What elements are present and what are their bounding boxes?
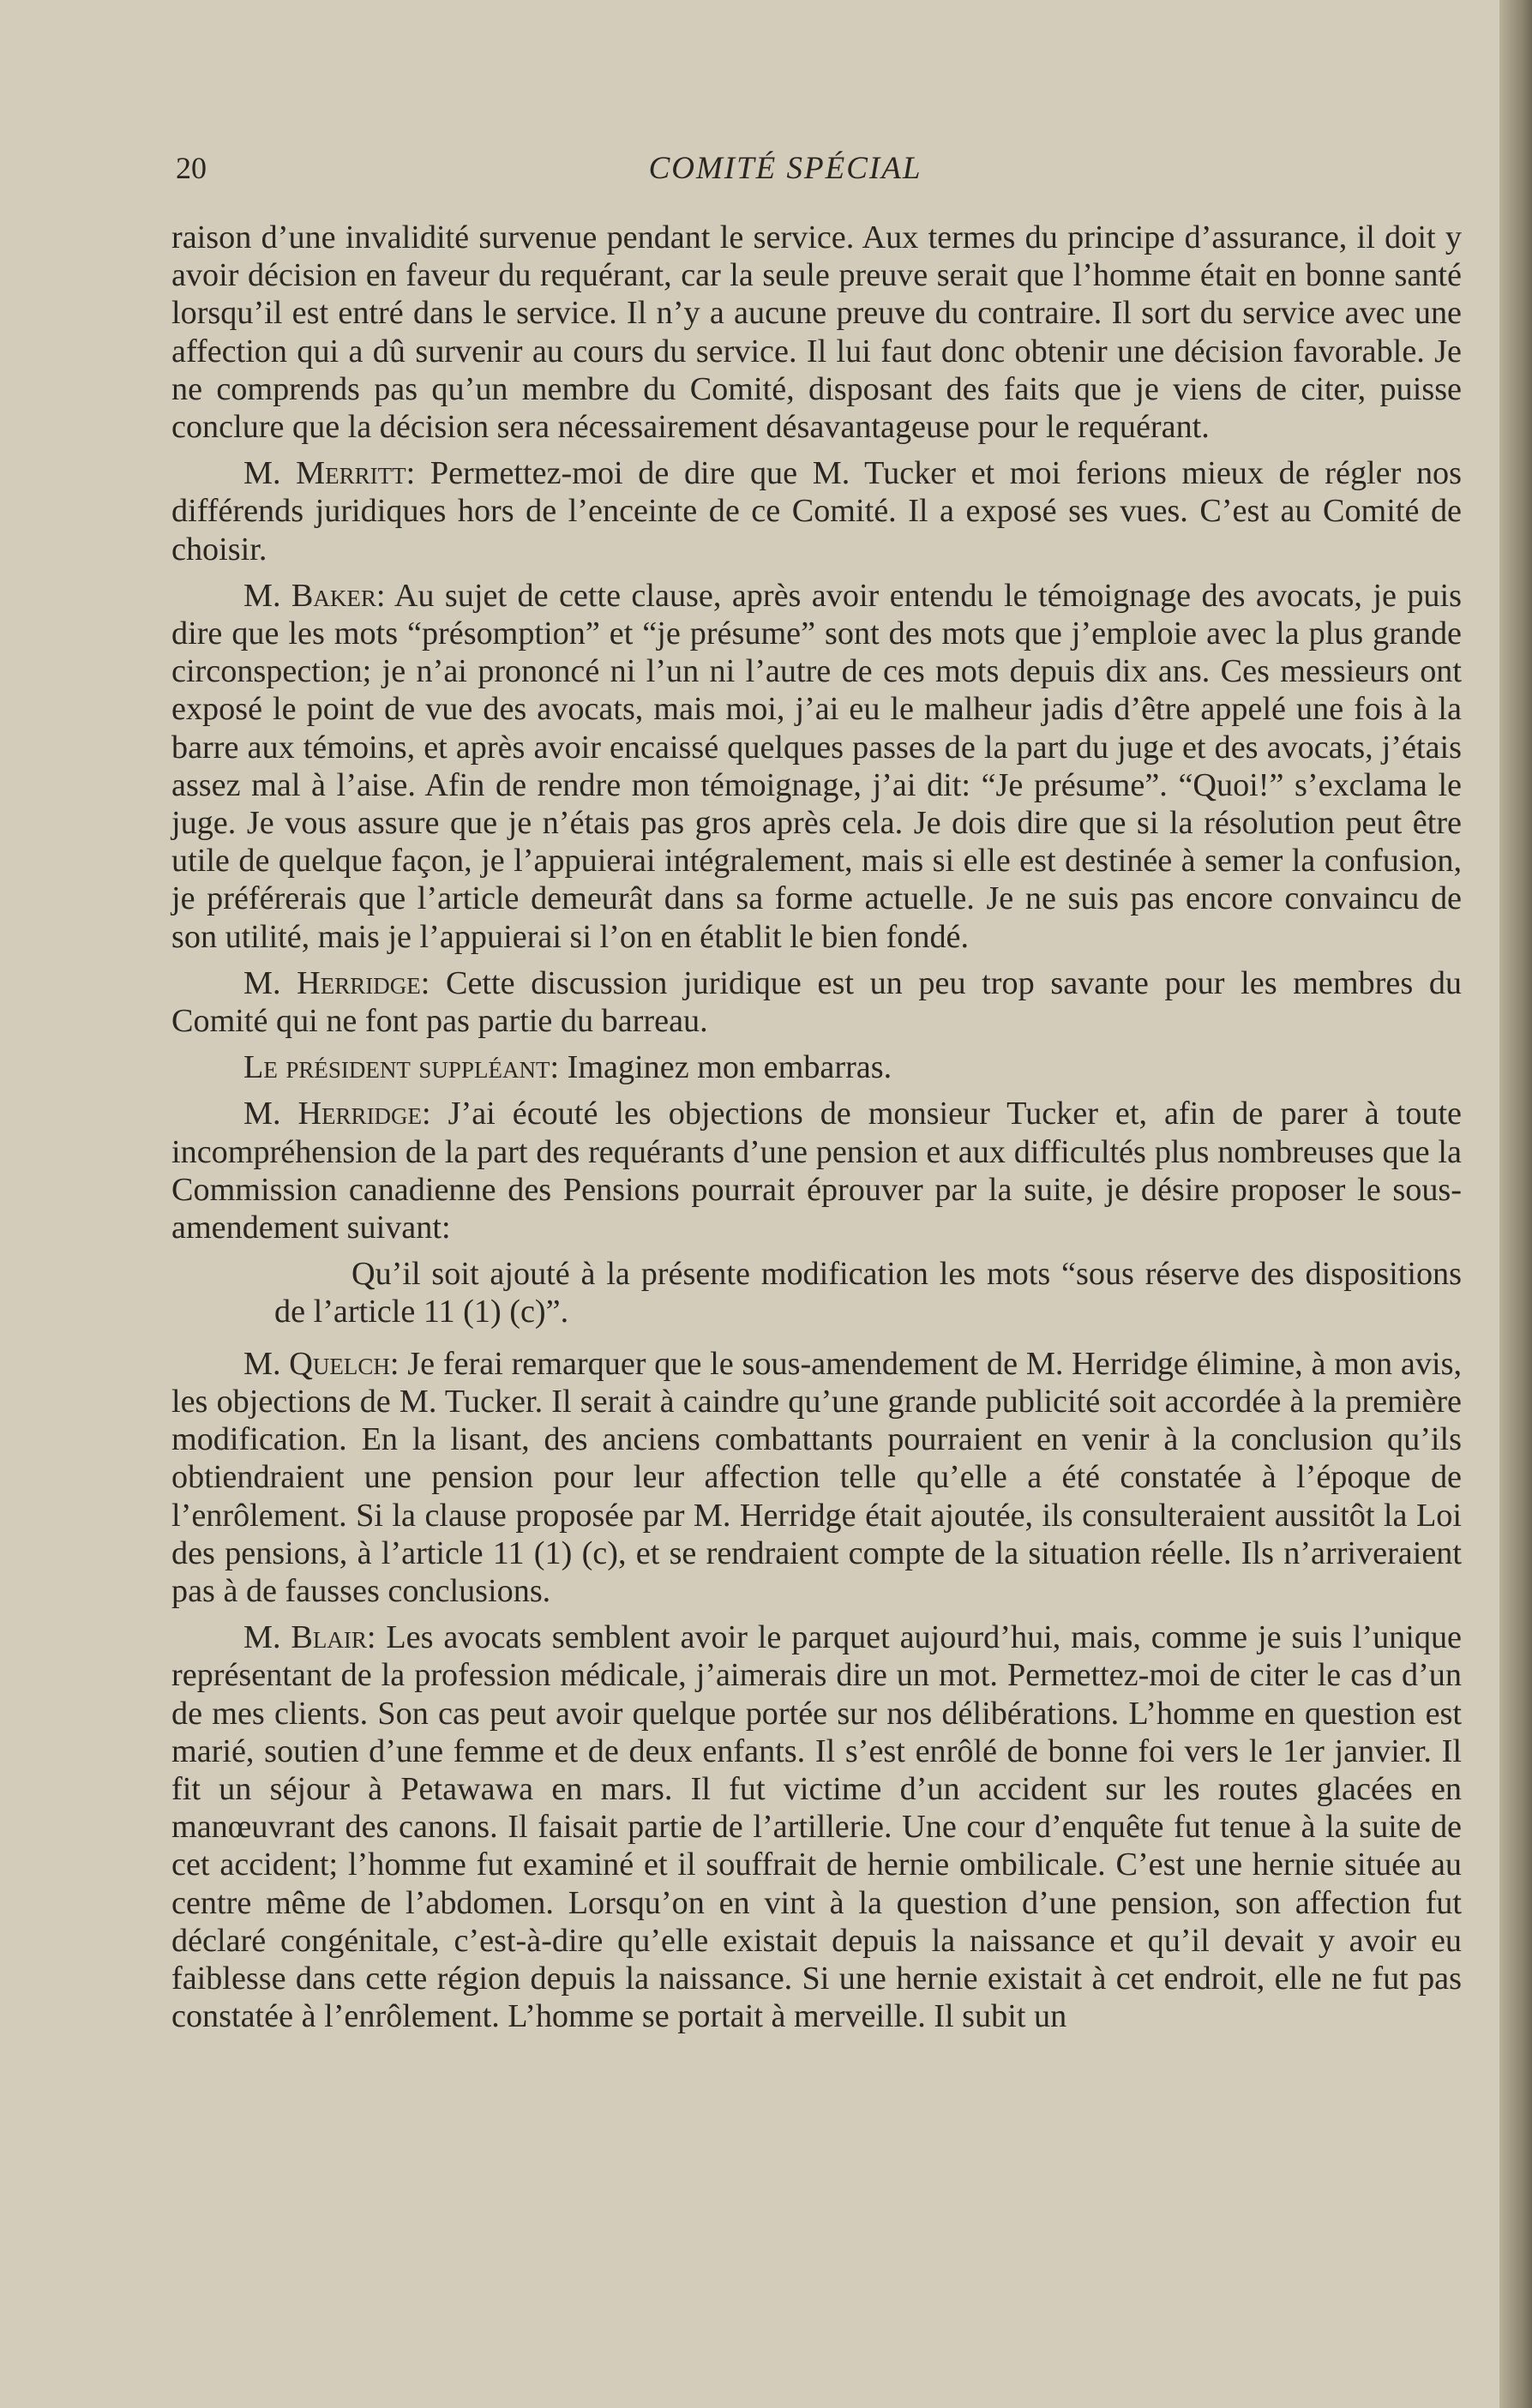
paragraph-text: Permettez-moi de dire que M. Tucker et moi ferions mieux de régler nos différends juridiques hors de l’enceinte de ce Comité. Il a exposé ses vues. C’est au Comité de choisir. — [171, 455, 1462, 567]
page-number: 20 — [176, 151, 207, 185]
speaker-name: M. Baker: — [243, 577, 386, 614]
paragraph — [171, 1345, 1462, 1610]
page-header — [176, 150, 1446, 201]
paragraph — [171, 577, 1462, 956]
paragraph-text: Je ferai remarquer que le sous-amendement de M. Herridge élimine, à mon avis, les objections de M. Tucker. Il serait à caindre qu’une grande publicité soit accordée à la première modification. En la lisant, des anciens combattants pourraient en venir à la conclusion qu’ils obtiendraient une pension pour leur affection telle qu’elle a été constatée à l’époque de l’enrôlement. Si la clause proposée par M. Herridge était ajoutée, ils consulteraient aussitôt la Loi des pensions, à l’article 11 (1) (c), et se rendraient compte de la situation réelle. Ils n’arriveraient pas à de fausses conclusions. — [171, 1345, 1462, 1609]
running-title: COMITÉ SPÉCIAL — [648, 151, 922, 186]
paragraph-text: Imaginez mon embarras. — [567, 1049, 892, 1086]
paragraph — [171, 1095, 1462, 1246]
block-quote — [171, 1255, 1462, 1330]
page-body — [171, 219, 1462, 2044]
paragraph — [171, 454, 1462, 568]
speaker-name: M. Merritt: — [243, 455, 416, 492]
paragraph — [171, 964, 1462, 1040]
quote-text: Qu’il soit ajouté à la présente modification les mots “sous réserve des dispositions de l’article 11 (1) (c)”. — [274, 1256, 1462, 1330]
paragraph — [171, 219, 1462, 446]
paragraph-text: J’ai écouté les objections de monsieur Tucker et, afin de parer à toute incompréhension de la part des requérants d’une pension et aux difficultés plus nombreuses que la Commission canadienne des Pensions pourrait éprouver par la suite, je désire proposer le sous-amendement suivant: — [171, 1096, 1462, 1246]
paragraph-text: Au sujet de cette clause, après avoir entendu le témoignage des avocats, je puis dire que les mots “présomption” et “je présume” sont des mots que j’emploie avec la plus grande circonspection; je n’ai prononcé ni l’un ni l’autre de ces mots depuis dix ans. Ces messieurs ont exposé le point de vue des avocats, mais moi, j’ai eu le malheur jadis d’être appelé une fois à la barre aux témoins, et après avoir encaissé quelques passes de la part du juge et des avocats, j’étais assez mal à l’aise. Afin de rendre mon témoignage, j’ai dit: “Je présume”. “Quoi!” s’exclama le juge. Je vous assure que je n’étais pas gros après cela. Je dois dire que si la résolution peut être utile de quelque façon, je l’appuierai intégralement, mais si elle est destinée à semer la confusion, je préférerais que l’article demeurât dans sa forme actuelle. Je ne suis pas encore convaincu de son utilité, mais je l’appuierai si l’on en établit le bien fondé. — [171, 577, 1462, 955]
speaker-name: M. Blair: — [243, 1619, 376, 1656]
speaker-name: M. Herridge: — [243, 964, 430, 1001]
speaker-name: M. Herridge: — [243, 1096, 431, 1132]
paragraph — [171, 1048, 1462, 1086]
speaker-name: M. Quelch: — [243, 1345, 400, 1382]
paragraph-text: Cette discussion juridique est un peu trop savante pour les membres du Comité qui ne font pas partie du barreau. — [171, 964, 1463, 1040]
speaker-name: Le président suppléant: — [243, 1049, 560, 1086]
paragraph-text: Les avocats semblent avoir le parquet aujourd’hui, mais, comme je suis l’unique représentant de la profession médicale, j’aimerais dire un mot. Permettez-moi de citer le cas d’un de mes clients. Son cas peut avoir quelque portée sur nos délibérations. L’homme en question est marié, soutien d’une femme et de deux enfants. Il s’est enrôlé de bonne foi vers le 1er janvier. Il fit un séjour à Petawawa en mars. Il fut victime d’un accident sur les routes glacées en manœuvrant des canons. Il faisait partie de l’artillerie. Une cour d’enquête fut tenue à la suite de cet accident; l’homme fut examiné et il souffrait de hernie ombilicale. C’est une hernie située au centre même de l’abdomen. Lorsqu’on en vint à la question d’une pension, son affection fut déclaré congénitale, c’est-à-dire qu’elle existait depuis la naissance et qu’il devait y avoir eu faiblesse dans cette région depuis la naissance. Si une hernie existait à cet endroit, elle ne fut pas constatée à l’enrôlement. L’homme se portait à merveille. Il subit un — [171, 1619, 1462, 2035]
paragraph-text: raison d’une invalidité survenue pendant le service. Aux termes du principe d’assurance, il doit y avoir décision en faveur du requérant, car la seule preuve serait que l’homme était en bonne santé lorsqu’il est entré dans le service. Il n’y a aucune preuve du contraire. Il sort du service avec une affection qui a dû survenir au cours du service. Il lui faut donc obtenir une décision favorable. Je ne comprends pas qu’un membre du Comité, disposant des faits que je viens de citer, puisse conclure que la décision sera nécessairement désavantageuse pour le requérant. — [171, 219, 1462, 446]
paragraph — [171, 1618, 1462, 2035]
